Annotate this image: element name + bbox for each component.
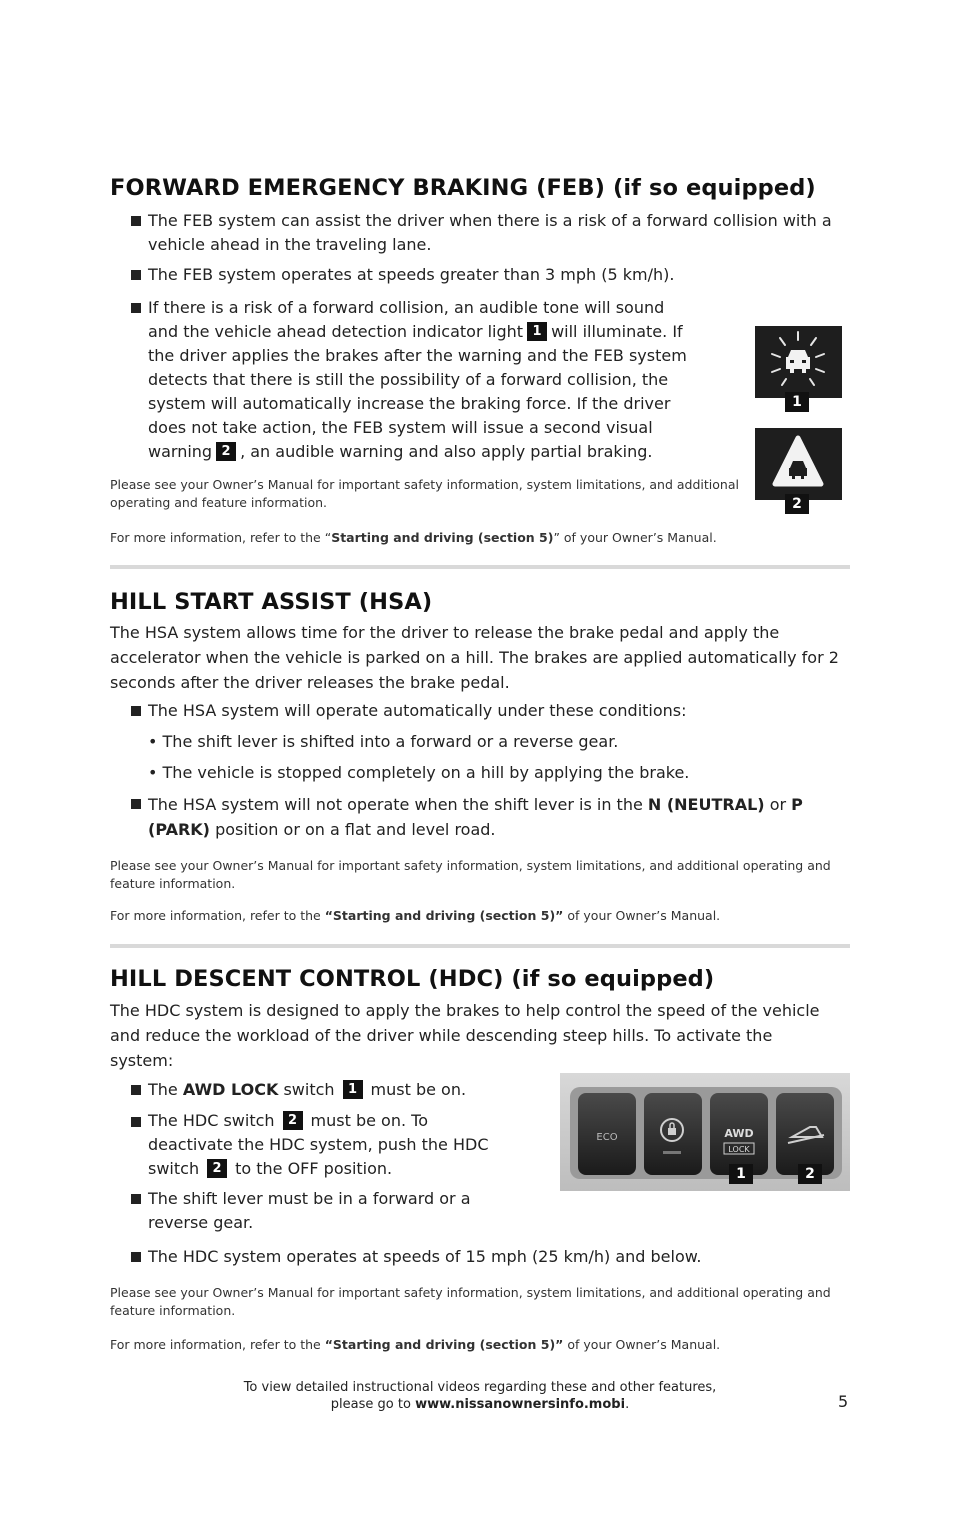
- bullet-square: [131, 799, 141, 809]
- hsa-sub-1: • The shift lever is shifted into a forward or a reverse gear.: [148, 732, 619, 751]
- hdc-heading: HILL DESCENT CONTROL (HDC) (if so equipped): [110, 966, 715, 992]
- switch-awd-label: AWD: [724, 1127, 754, 1140]
- vehicle-ahead-indicator-icon: [755, 326, 842, 398]
- section-divider: [110, 565, 850, 569]
- bullet-square: [131, 1194, 141, 1204]
- feb-b3-line5: system will automatically increase the braking force. If the driver: [148, 394, 671, 413]
- footer-link[interactable]: www.nissanownersinfo.mobi: [415, 1397, 626, 1412]
- photo-label-2: 2: [798, 1164, 822, 1184]
- hdc-intro: The HDC system is designed to apply the brakes to help control the speed of the vehicle and reduce the workload of the driver while descending steep hills. To activate the system:: [110, 1001, 820, 1070]
- hdc-bullet-2: The HDC switch 2 must be on. To deactivate the HDC system, push the HDC switch 2 to the OFF position.: [148, 1111, 489, 1178]
- hdc-badge-2b: 2: [207, 1159, 227, 1178]
- bullet-square: [131, 216, 141, 226]
- feb-warning-icon: [755, 428, 842, 500]
- feb-note: Please see your Owner’s Manual for important safety information, system limitations, and additional operating and feature information.: [110, 477, 739, 510]
- icon-label-1: 1: [785, 392, 809, 412]
- hdc-badge-2: 2: [283, 1111, 303, 1130]
- hdc-reference: For more information, refer to the “Starting and driving (section 5)” of your Owner’s Manual.: [110, 1337, 721, 1352]
- switch-eco-label: ECO: [596, 1132, 618, 1143]
- feb-b3-line7: warning 2 , an audible warning and also apply partial braking.: [148, 442, 653, 461]
- feb-b3-line1: If there is a risk of a forward collision, an audible tone will sound: [148, 298, 665, 317]
- feb-b3-line2: and the vehicle ahead detection indicator light 1 will illuminate. If: [148, 322, 683, 341]
- hdc-note: Please see your Owner’s Manual for important safety information, system limitations, and additional operating and feature information.: [110, 1285, 831, 1318]
- hsa-sub-2: • The vehicle is stopped completely on a hill by applying the brake.: [148, 763, 690, 782]
- feb-bullet-2: The FEB system operates at speeds greater than 3 mph (5 km/h).: [148, 265, 675, 284]
- hdc-bullet-4: The HDC system operates at speeds of 15 mph (25 km/h) and below.: [148, 1247, 702, 1266]
- icon-label-2: 2: [785, 494, 809, 514]
- indicator-badge-2: 2: [216, 442, 236, 461]
- bullet-square: [131, 1117, 141, 1127]
- hdc-bullet-3: The shift lever must be in a forward or a reverse gear.: [148, 1189, 471, 1232]
- indicator-badge-1: 1: [527, 322, 547, 341]
- hsa-reference: For more information, refer to the “Starting and driving (section 5)” of your Owner’s Manual.: [110, 908, 721, 923]
- awd-lock-badge-1: 1: [343, 1080, 363, 1099]
- bullet-square: [131, 1085, 141, 1095]
- bullet-square: [131, 303, 141, 313]
- switch-lock-label: LOCK: [728, 1145, 750, 1154]
- hsa-note: Please see your Owner’s Manual for important safety information, system limitations, and additional operating and feature information.: [110, 858, 831, 891]
- hsa-bullet-2: The HSA system will not operate when the shift lever is in the N (NEUTRAL) or P (PARK) position or on a flat and level road.: [148, 795, 803, 839]
- feb-bullet-3: [148, 296, 748, 464]
- photo-label-1: 1: [729, 1164, 753, 1184]
- hsa-heading: HILL START ASSIST (HSA): [110, 589, 433, 615]
- feb-b3-line6: does not take action, the FEB system will issue a second visual: [148, 418, 653, 437]
- bullet-square: [131, 270, 141, 280]
- bullet-square: [131, 706, 141, 716]
- feb-heading: FORWARD EMERGENCY BRAKING (FEB) (if so equipped): [110, 175, 816, 201]
- section-divider: [110, 944, 850, 948]
- hdc-bullet-1: The AWD LOCK switch 1 must be on.: [148, 1080, 467, 1099]
- feb-b3-line3: the driver applies the brakes after the warning and the FEB system: [148, 346, 687, 365]
- feb-b3-line4: detects that there is still the possibility of a forward collision, the: [148, 370, 669, 389]
- bullet-square: [131, 1252, 141, 1262]
- hsa-bullet-1: The HSA system will operate automatically under these conditions:: [148, 701, 687, 720]
- feb-reference: For more information, refer to the “Starting and driving (section 5)” of your Owner’s Manual.: [110, 530, 717, 545]
- feb-bullet-1: The FEB system can assist the driver when there is a risk of a forward collision with a vehicle ahead in the traveling lane.: [148, 211, 832, 254]
- footer-text: To view detailed instructional videos regarding these and other features, please go to www.nissanownersinfo.mobi.: [243, 1380, 717, 1412]
- hsa-intro: The HSA system allows time for the driver to release the brake pedal and apply the accelerator when the vehicle is parked on a hill. The brakes are applied automatically for 2 seconds after the driver releases the brake pedal.: [110, 623, 839, 692]
- page-number: 5: [838, 1392, 849, 1411]
